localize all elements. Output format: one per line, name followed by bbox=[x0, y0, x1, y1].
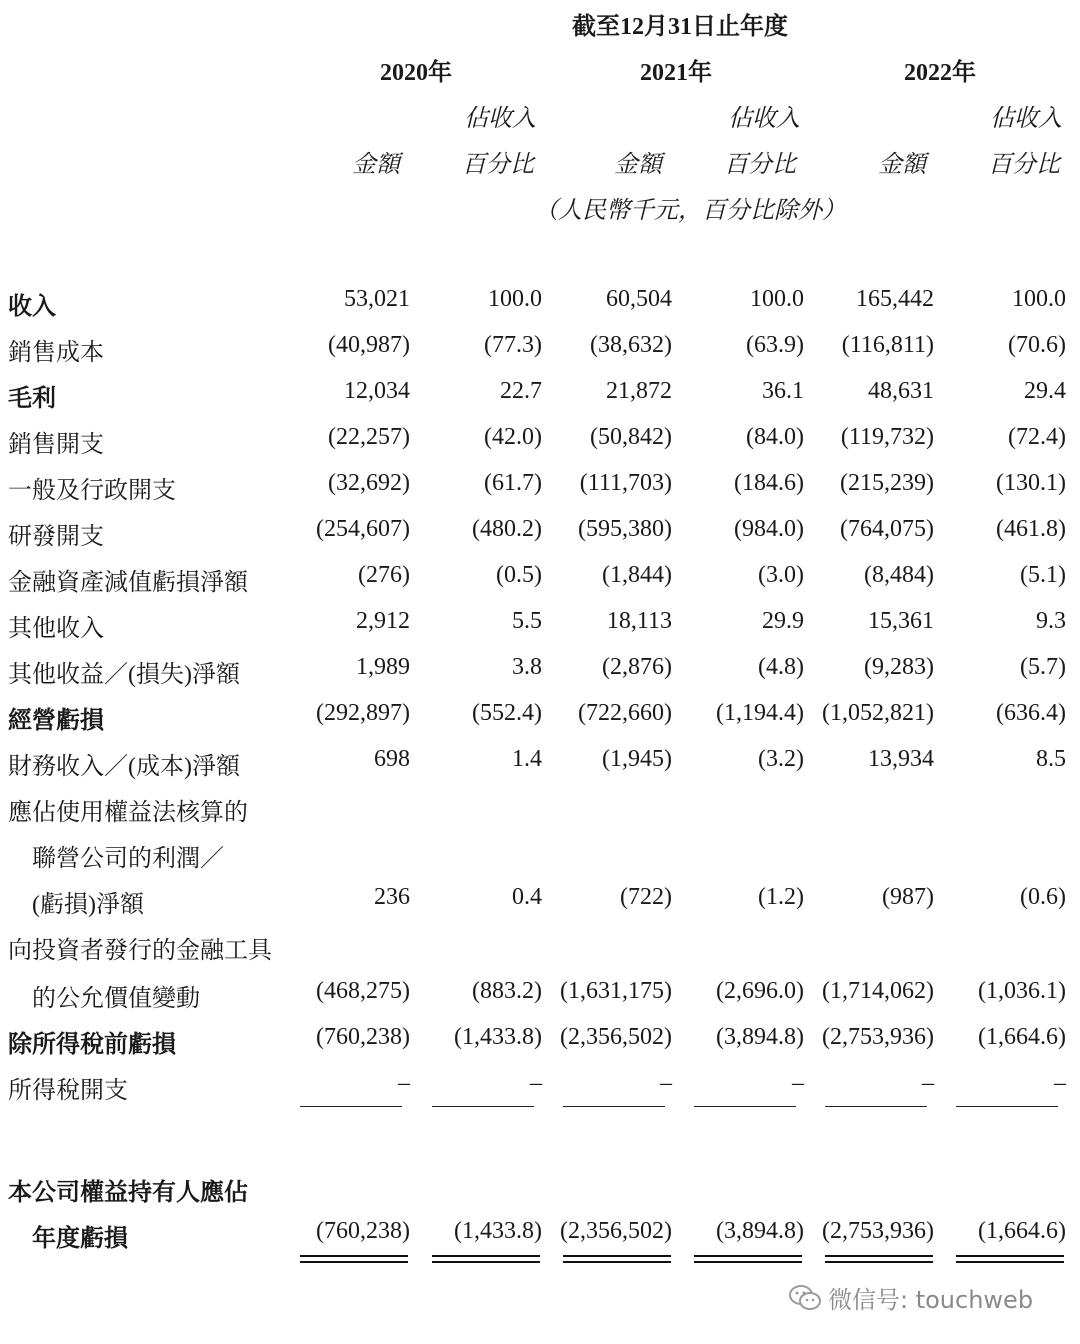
cell-value: (32,692) bbox=[328, 470, 410, 496]
subtotal-rule bbox=[300, 1106, 402, 1107]
cell-value: (130.1) bbox=[996, 470, 1066, 496]
cell-value: (2,753,936) bbox=[822, 1024, 934, 1050]
cell-value: (276) bbox=[358, 562, 410, 588]
cell-value: – bbox=[530, 1070, 542, 1096]
cell-value: (461.8) bbox=[996, 516, 1066, 542]
cell-value: (5.7) bbox=[1020, 654, 1066, 680]
table-row bbox=[0, 424, 1080, 470]
amount-header-2022: 金額 bbox=[878, 152, 926, 178]
watermark-text: 微信号: touchweb bbox=[828, 1286, 1034, 1314]
cell-value: (215,239) bbox=[840, 470, 934, 496]
cell-value: 3.8 bbox=[512, 654, 542, 680]
cell-value: (63.9) bbox=[746, 332, 804, 358]
cell-value: (1,844) bbox=[602, 562, 672, 588]
cell-value: (72.4) bbox=[1008, 424, 1066, 450]
cell-value: (722) bbox=[620, 884, 672, 910]
total-double-rule bbox=[694, 1255, 802, 1263]
cell-value: 8.5 bbox=[1036, 746, 1066, 772]
cell-value: (636.4) bbox=[996, 700, 1066, 726]
table-row bbox=[0, 1172, 1080, 1218]
year-2021: 2021年 bbox=[640, 60, 712, 86]
year-2020: 2020年 bbox=[380, 60, 452, 86]
cell-value: 48,631 bbox=[868, 378, 934, 404]
cell-value: 22.7 bbox=[500, 378, 542, 404]
cell-value: (77.3) bbox=[484, 332, 542, 358]
row-label: 銷售開支 bbox=[8, 432, 104, 458]
row-label: 本公司權益持有人應佔 bbox=[8, 1180, 248, 1206]
table-row bbox=[0, 930, 1080, 976]
subtotal-rule bbox=[694, 1106, 796, 1107]
row-label: 銷售成本 bbox=[8, 340, 104, 366]
cell-value: (722,660) bbox=[578, 700, 672, 726]
table-row bbox=[0, 700, 1080, 746]
cell-value: (987) bbox=[882, 884, 934, 910]
cell-value: (3.0) bbox=[758, 562, 804, 588]
row-label: 毛利 bbox=[8, 386, 56, 412]
cell-value: (1,036.1) bbox=[978, 978, 1066, 1004]
cell-value: (2,753,936) bbox=[822, 1218, 934, 1244]
table-row bbox=[0, 286, 1080, 332]
total-double-rule bbox=[300, 1255, 408, 1263]
pct-header-line2-2021: 百分比 bbox=[724, 152, 796, 178]
cell-value: 29.9 bbox=[762, 608, 804, 634]
cell-value: (764,075) bbox=[840, 516, 934, 542]
pct-header-line2-2020: 百分比 bbox=[462, 152, 534, 178]
row-label: 向投資者發行的金融工具 bbox=[8, 938, 272, 964]
row-label: 應佔使用權益法核算的 bbox=[8, 800, 248, 826]
row-label: 的公允價值變動 bbox=[32, 986, 200, 1012]
cell-value: (1.2) bbox=[758, 884, 804, 910]
cell-value: (1,631,175) bbox=[560, 978, 672, 1004]
row-label: 年度虧損 bbox=[32, 1226, 128, 1252]
table-row bbox=[0, 654, 1080, 700]
cell-value: (1,194.4) bbox=[716, 700, 804, 726]
row-label: 一般及行政開支 bbox=[8, 478, 176, 504]
cell-value: 236 bbox=[374, 884, 410, 910]
total-double-rule bbox=[956, 1255, 1064, 1263]
cell-value: 12,034 bbox=[344, 378, 410, 404]
period-header: 截至12月31日止年度 bbox=[572, 14, 788, 40]
cell-value: (292,897) bbox=[316, 700, 410, 726]
cell-value: (760,238) bbox=[316, 1218, 410, 1244]
subtotal-rule bbox=[563, 1106, 665, 1107]
cell-value: – bbox=[792, 1070, 804, 1096]
cell-value: 0.4 bbox=[512, 884, 542, 910]
cell-value: 13,934 bbox=[868, 746, 934, 772]
cell-value: (468,275) bbox=[316, 978, 410, 1004]
row-label: 金融資產減值虧損淨額 bbox=[8, 570, 248, 596]
row-label: 經營虧損 bbox=[8, 708, 104, 734]
cell-value: (1,664.6) bbox=[978, 1024, 1066, 1050]
cell-value: (254,607) bbox=[316, 516, 410, 542]
table-row bbox=[0, 746, 1080, 792]
total-double-rule bbox=[825, 1255, 933, 1263]
table-row bbox=[0, 608, 1080, 654]
cell-value: 60,504 bbox=[606, 286, 672, 312]
cell-value: (42.0) bbox=[484, 424, 542, 450]
cell-value: (3,894.8) bbox=[716, 1218, 804, 1244]
table-row bbox=[0, 516, 1080, 562]
cell-value: (760,238) bbox=[316, 1024, 410, 1050]
pct-header-line1-2022: 佔收入 bbox=[990, 106, 1062, 132]
cell-value: (50,842) bbox=[590, 424, 672, 450]
cell-value: (1,664.6) bbox=[978, 1218, 1066, 1244]
pct-header-line2-2022: 百分比 bbox=[988, 152, 1060, 178]
cell-value: – bbox=[398, 1070, 410, 1096]
cell-value: (984.0) bbox=[734, 516, 804, 542]
pct-header-line1-2020: 佔收入 bbox=[464, 106, 536, 132]
cell-value: (111,703) bbox=[579, 470, 672, 496]
cell-value: (9,283) bbox=[864, 654, 934, 680]
cell-value: (552.4) bbox=[472, 700, 542, 726]
cell-value: (119,732) bbox=[840, 424, 934, 450]
cell-value: 100.0 bbox=[750, 286, 804, 312]
cell-value: 100.0 bbox=[488, 286, 542, 312]
cell-value: – bbox=[660, 1070, 672, 1096]
table-row bbox=[0, 1070, 1080, 1116]
cell-value: (2,876) bbox=[602, 654, 672, 680]
amount-header-2021: 金額 bbox=[614, 152, 662, 178]
cell-value: (2,356,502) bbox=[560, 1024, 672, 1050]
cell-value: (8,484) bbox=[864, 562, 934, 588]
cell-value: (0.6) bbox=[1020, 884, 1066, 910]
row-label: 除所得稅前虧損 bbox=[8, 1032, 176, 1058]
cell-value: (116,811) bbox=[841, 332, 934, 358]
cell-value: 21,872 bbox=[606, 378, 672, 404]
cell-value: (4.8) bbox=[758, 654, 804, 680]
cell-value: 29.4 bbox=[1024, 378, 1066, 404]
row-label: (虧損)淨額 bbox=[32, 892, 144, 918]
pct-header-line1-2021: 佔收入 bbox=[728, 106, 800, 132]
cell-value: (38,632) bbox=[590, 332, 672, 358]
cell-value: (1,433.8) bbox=[454, 1024, 542, 1050]
cell-value: 165,442 bbox=[856, 286, 934, 312]
watermark bbox=[788, 1280, 1033, 1315]
table-row bbox=[0, 978, 1080, 1024]
table-row bbox=[0, 838, 1080, 884]
row-label: 其他收益／(損失)淨額 bbox=[8, 662, 240, 688]
table-row bbox=[0, 378, 1080, 424]
cell-value: (2,696.0) bbox=[716, 978, 804, 1004]
cell-value: 5.5 bbox=[512, 608, 542, 634]
cell-value: 53,021 bbox=[344, 286, 410, 312]
cell-value: (3.2) bbox=[758, 746, 804, 772]
cell-value: – bbox=[922, 1070, 934, 1096]
table-row bbox=[0, 884, 1080, 930]
cell-value: – bbox=[1054, 1070, 1066, 1096]
cell-value: (0.5) bbox=[496, 562, 542, 588]
row-label: 其他收入 bbox=[8, 616, 104, 642]
cell-value: 100.0 bbox=[1012, 286, 1066, 312]
row-label: 收入 bbox=[8, 294, 56, 320]
cell-value: (184.6) bbox=[734, 470, 804, 496]
cell-value: (1,433.8) bbox=[454, 1218, 542, 1244]
cell-value: (1,714,062) bbox=[822, 978, 934, 1004]
total-double-rule bbox=[563, 1255, 671, 1263]
row-label: 研發開支 bbox=[8, 524, 104, 550]
unit-note: （人民幣千元，百分比除外） bbox=[534, 198, 846, 224]
cell-value: (40,987) bbox=[328, 332, 410, 358]
subtotal-rule bbox=[956, 1106, 1058, 1107]
cell-value: (1,945) bbox=[602, 746, 672, 772]
cell-value: (480.2) bbox=[472, 516, 542, 542]
cell-value: (70.6) bbox=[1008, 332, 1066, 358]
cell-value: (5.1) bbox=[1020, 562, 1066, 588]
cell-value: 698 bbox=[374, 746, 410, 772]
row-label: 聯營公司的利潤／ bbox=[32, 846, 224, 872]
table-row bbox=[0, 332, 1080, 378]
amount-header-2020: 金額 bbox=[352, 152, 400, 178]
cell-value: (22,257) bbox=[328, 424, 410, 450]
subtotal-rule bbox=[432, 1106, 534, 1107]
cell-value: 15,361 bbox=[868, 608, 934, 634]
cell-value: 2,912 bbox=[356, 608, 410, 634]
cell-value: (3,894.8) bbox=[716, 1024, 804, 1050]
table-row bbox=[0, 1024, 1080, 1070]
cell-value: (883.2) bbox=[472, 978, 542, 1004]
table-row bbox=[0, 562, 1080, 608]
cell-value: 1.4 bbox=[512, 746, 542, 772]
cell-value: (84.0) bbox=[746, 424, 804, 450]
cell-value: (2,356,502) bbox=[560, 1218, 672, 1244]
cell-value: (61.7) bbox=[484, 470, 542, 496]
cell-value: 9.3 bbox=[1036, 608, 1066, 634]
row-label: 所得稅開支 bbox=[8, 1078, 128, 1104]
cell-value: 18,113 bbox=[606, 608, 672, 634]
cell-value: 1,989 bbox=[356, 654, 410, 680]
subtotal-rule bbox=[825, 1106, 927, 1107]
cell-value: (1,052,821) bbox=[822, 700, 934, 726]
total-double-rule bbox=[432, 1255, 540, 1263]
table-row bbox=[0, 792, 1080, 838]
table-row bbox=[0, 470, 1080, 516]
wechat-icon bbox=[788, 1284, 822, 1312]
row-label: 財務收入／(成本)淨額 bbox=[8, 754, 240, 780]
cell-value: (595,380) bbox=[578, 516, 672, 542]
year-2022: 2022年 bbox=[904, 60, 976, 86]
cell-value: 36.1 bbox=[762, 378, 804, 404]
